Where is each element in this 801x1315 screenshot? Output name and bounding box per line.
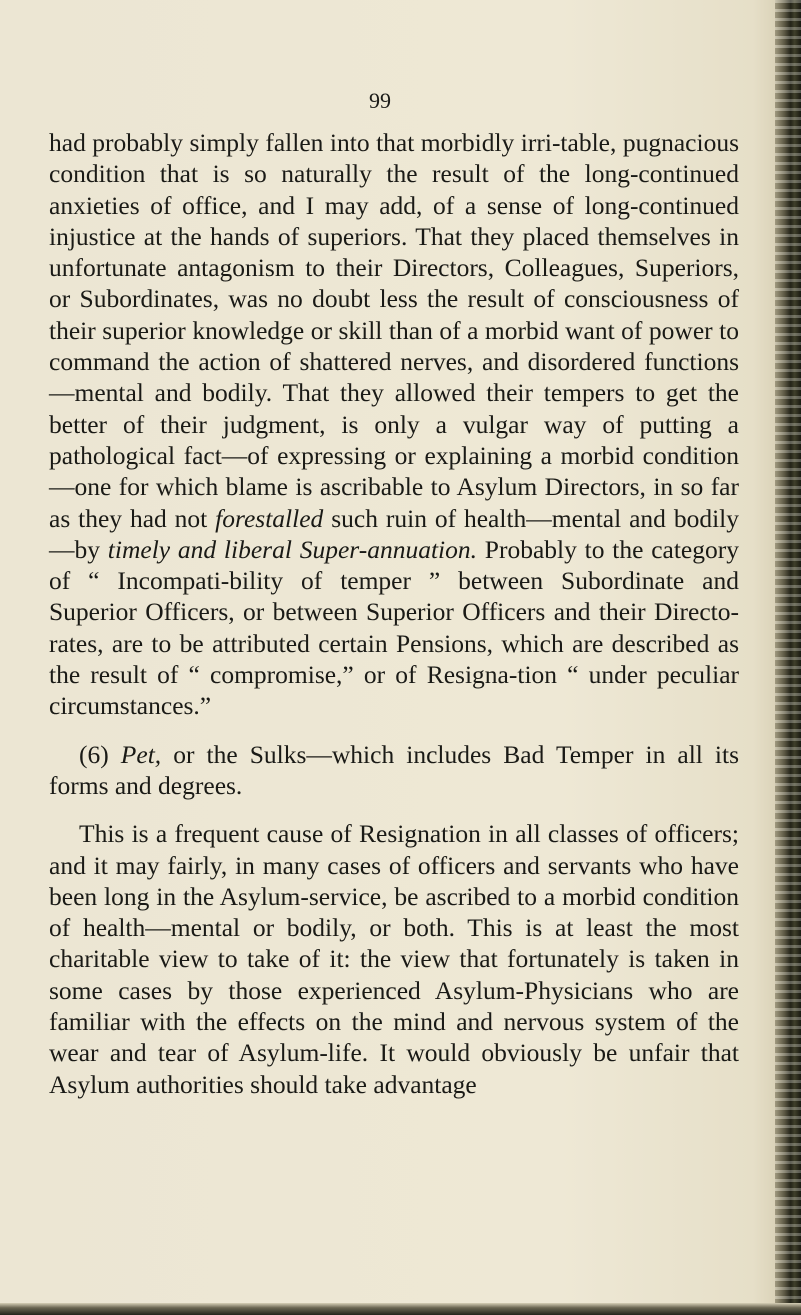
body-text	[49, 127, 739, 1100]
paragraph-1-text-c: Probably to the category of “ Incompati-bility of temper ” between Subordinate and Superior Officers, or between Superior Officers and their Directo-rates, are to be attributed certain Pensions, which are described as the result of “ compromise,” or of Resigna-tion “ under peculiar circumstances.”	[49, 534, 739, 721]
paragraph-2	[49, 739, 739, 802]
page-binding-edge	[775, 0, 801, 1315]
section-heading-italic: Pet,	[120, 739, 162, 769]
section-number: (6)	[79, 739, 121, 769]
paragraph-1-text-a: had probably simply fallen into that morbidly irri-table, pugnacious condition that is so naturally the result of the long-continued anxieties of office, and I may add, of a sense of long-continued injustice at the hands of superiors. That they placed themselves in unfortunate antagonism to their Directors, Colleagues, Superiors, or Subordinates, was no doubt less the result of consciousness of their superior knowledge or skill than of a morbid want of power to command the action of shattered nerves, and disordered functions—mental and bodily. That they allowed their tempers to get the better of their judgment, is only a vulgar way of putting a pathological fact—of expressing or explaining a morbid condition—one for which blame is ascribable to Asylum Directors, in so far as they had not	[49, 128, 739, 533]
page-bottom-edge	[0, 1303, 801, 1315]
paragraph-1-italic-superannuation: timely and liberal Super-annuation.	[107, 534, 477, 564]
paragraph-3: This is a frequent cause of Resignation in all classes of officers; and it may fairly, in many cases of officers and servants who have been long in the Asylum-service, be ascribed to a morbid condition of health—mental or bodily, or both. This is at least the most charitable view to take of it: the view that fortunately is taken in some cases by those experienced Asylum-Physicians who are familiar with the effects on the mind and nervous system of the wear and tear of Asylum-life. It would obviously be unfair that Asylum authorities should take advantage	[49, 819, 739, 1099]
page-number: 99	[369, 88, 391, 113]
section-heading-text: or the Sulks—which includes Bad Temper in all its forms and degrees.	[49, 739, 740, 800]
paragraph-1-text-b: such ruin of health—mental and bodily—by	[49, 503, 739, 564]
paragraph-1-italic-forestalled: forestalled	[215, 503, 324, 533]
paragraph-1	[49, 127, 739, 722]
